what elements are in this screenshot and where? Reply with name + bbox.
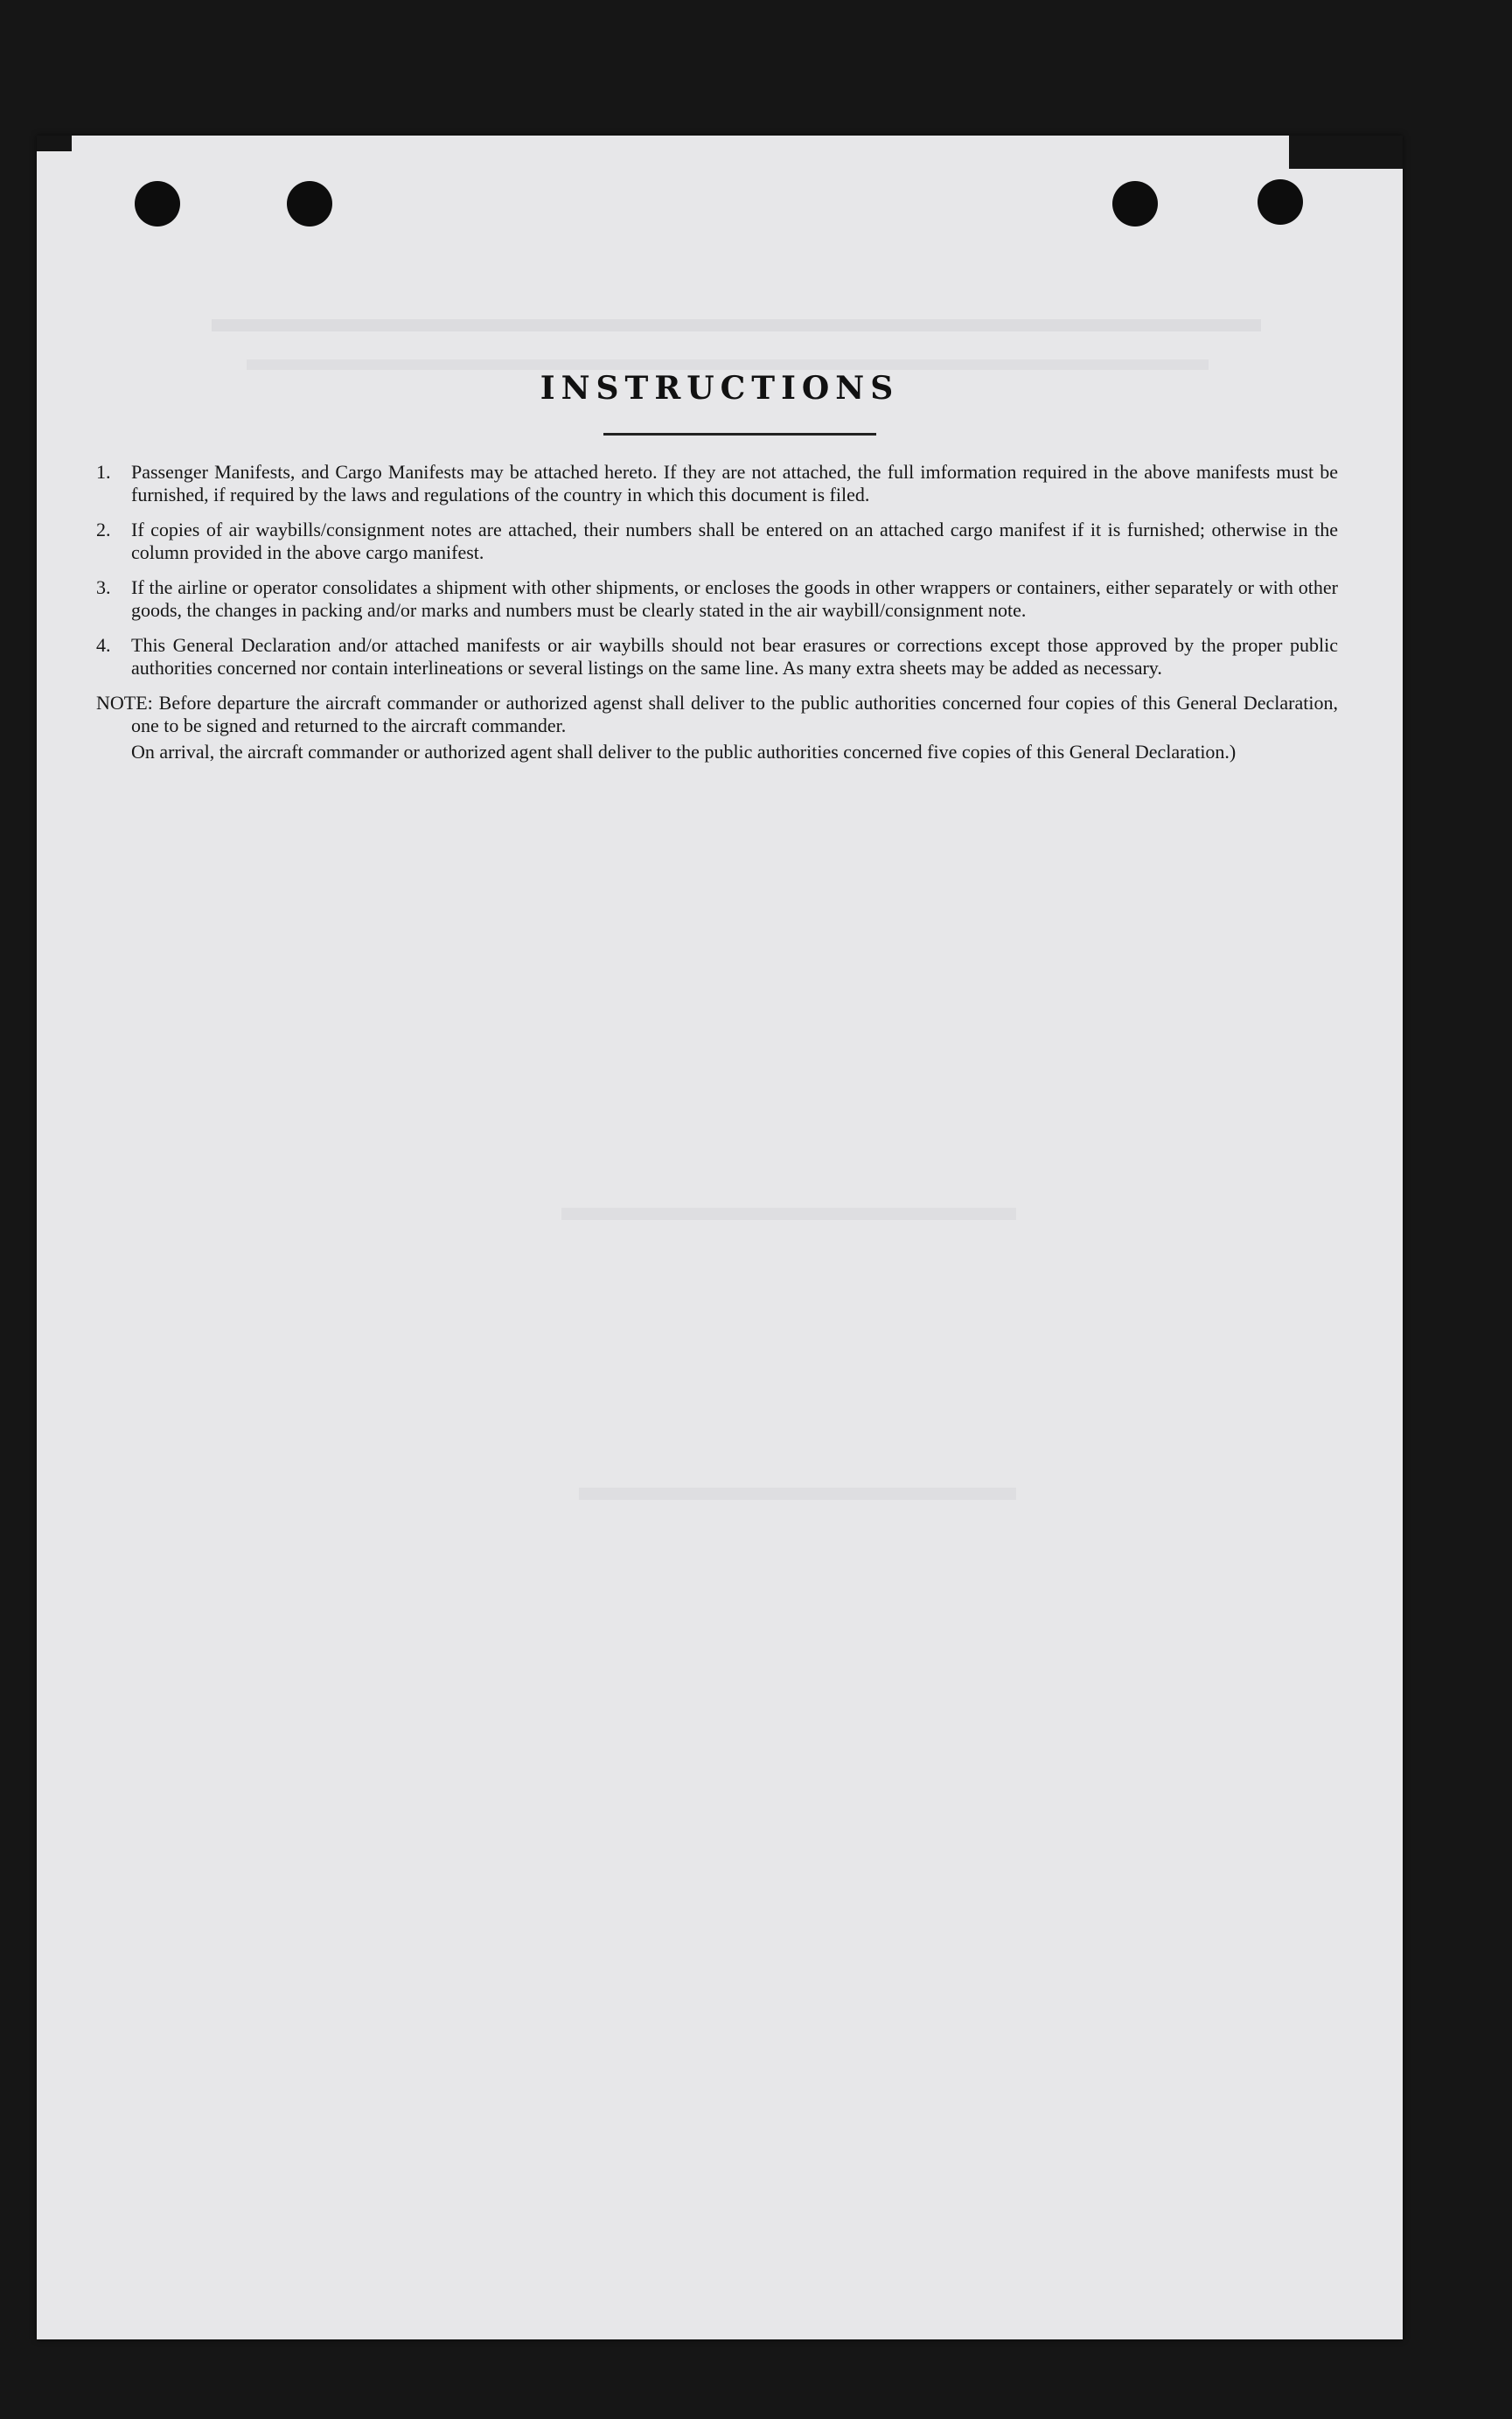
show-through-texture <box>579 1488 1016 1500</box>
item-number: 1. <box>96 461 111 483</box>
punch-hole <box>287 181 332 227</box>
instructions-list <box>96 461 1338 763</box>
note-text: NOTE: Before departure the aircraft commander or authorized agenst shall deliver to the public authorities concerned four copies of this General Declaration, one to be signed and returned to the aircraft commander. <box>96 692 1338 736</box>
punch-hole <box>1258 179 1303 225</box>
document-sheet <box>37 136 1403 2339</box>
item-number: 2. <box>96 519 111 540</box>
instruction-item <box>96 576 1338 622</box>
torn-edge-right <box>1289 136 1403 169</box>
note-block <box>96 692 1338 763</box>
item-text: If copies of air waybills/consignment notes are attached, their numbers shall be entered on an attached cargo manifest if it is furnished; otherwise in the column provided in the above cargo manifest. <box>131 519 1338 563</box>
item-number: 3. <box>96 576 111 598</box>
punch-hole <box>1112 181 1158 227</box>
instruction-item <box>96 634 1338 680</box>
title-underline <box>603 433 876 436</box>
torn-edge-left <box>37 136 72 151</box>
show-through-texture <box>247 359 1209 370</box>
instruction-item <box>96 519 1338 564</box>
item-text: Passenger Manifests, and Cargo Manifests may be attached hereto. If they are not attached, the full imformation required in the above manifests must be furnished, if required by the laws and regulations of the country in which this document is filed. <box>131 461 1338 505</box>
page-title: INSTRUCTIONS <box>540 370 900 407</box>
item-number: 4. <box>96 634 111 656</box>
punch-hole <box>135 181 180 227</box>
item-text: This General Declaration and/or attached manifests or air waybills should not bear erasures or corrections except those approved by the proper public authorities concerned nor contain interlineations or several listings on the same line. As many extra sheets may be added as necessary. <box>131 634 1338 679</box>
show-through-texture <box>561 1208 1016 1220</box>
note-arrival-text: On arrival, the aircraft commander or authorized agent shall deliver to the public authorities concerned five copies of this General Declaration.) <box>131 741 1237 763</box>
instruction-item <box>96 461 1338 506</box>
item-text: If the airline or operator consolidates a shipment with other shipments, or encloses the goods in other wrappers or containers, either separately or with other goods, the changes in packing and/or marks and numbers must be clearly stated in the air waybill/consignment note. <box>131 576 1338 621</box>
show-through-texture <box>212 319 1261 331</box>
